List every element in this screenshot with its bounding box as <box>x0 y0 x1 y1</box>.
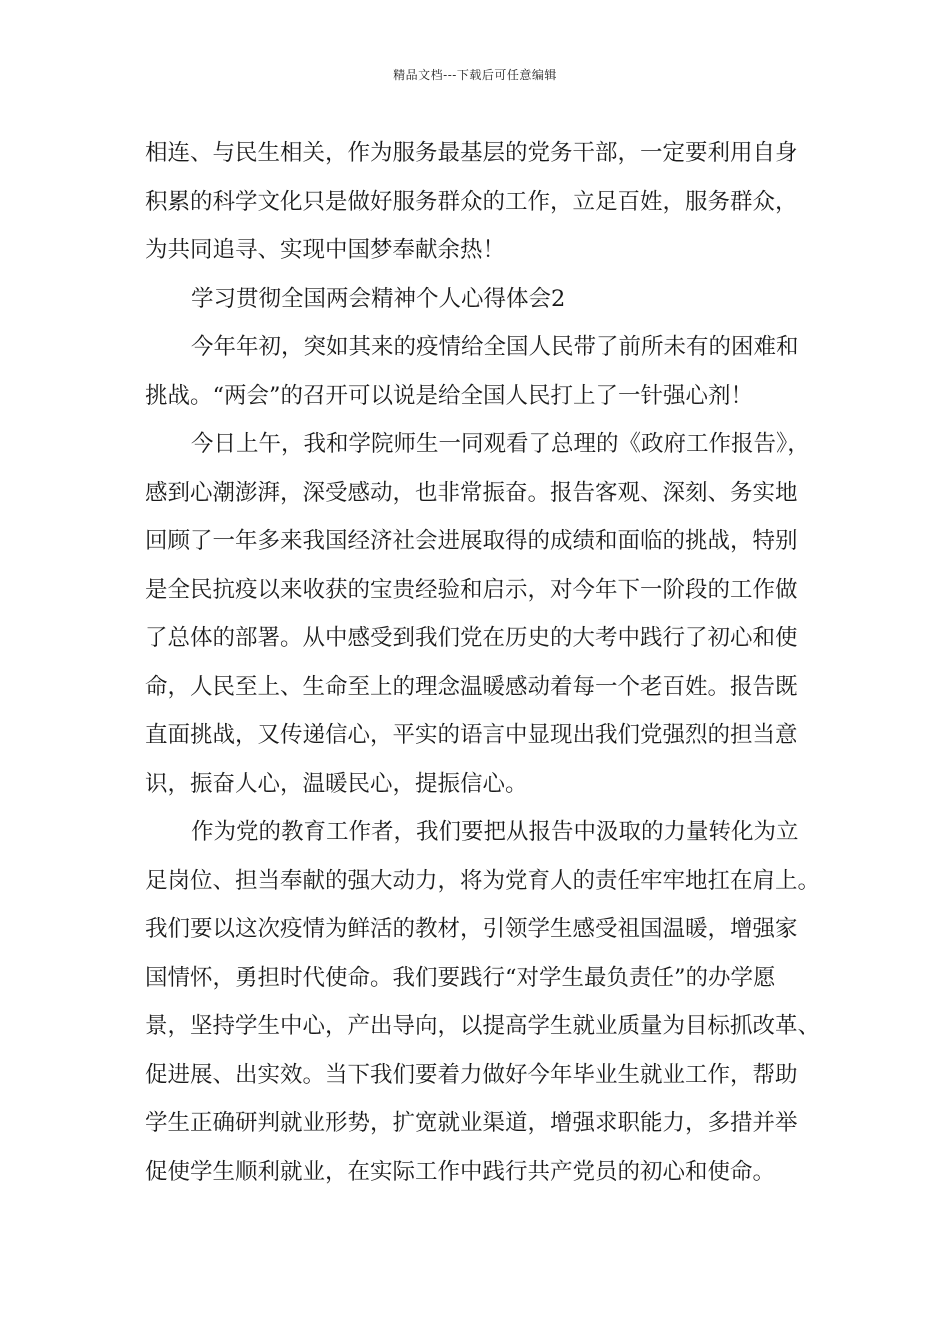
page-header: 精品文档---下载后可任意编辑 <box>393 68 557 82</box>
text-line: 景，坚持学生中心，产出导向，以提高学生就业质量为目标抓改革、 <box>145 1013 821 1039</box>
text-line: 了总体的部署。从中感受到我们党在历史的大考中践行了初心和使 <box>145 625 798 651</box>
text-line: 今日上午，我和学院师生一同观看了总理的《政府工作报告》， <box>191 431 810 457</box>
section-heading: 学习贯彻全国两会精神个人心得体会2 <box>191 285 566 312</box>
text-line: 是全民抗疫以来收获的宝贵经验和启示，对今年下一阶段的工作做 <box>145 576 798 603</box>
text-line: 挑战。“两会”的召开可以说是给全国人民打上了一针强心剂！ <box>145 382 754 409</box>
text-line: 促进展、出实效。当下我们要着力做好今年毕业生就业工作，帮助 <box>145 1061 798 1088</box>
text-line: 感到心潮澎湃，深受感动，也非常振奋。报告客观、深刻、务实地 <box>145 479 798 506</box>
text-line: 为共同追寻、实现中国梦奉献余热！ <box>145 237 506 263</box>
text-line: 命，人民至上、生命至上的理念温暖感动着每一个老百姓。报告既 <box>145 673 798 700</box>
text-line: 直面挑战，又传递信心，平实的语言中显现出我们党强烈的担当意 <box>145 722 798 748</box>
text-line: 积累的科学文化只是做好服务群众的工作，立足百姓，服务群众， <box>145 188 798 215</box>
text-line: 国情怀，勇担时代使命。我们要践行“对学生最负责任”的办学愿 <box>145 964 776 991</box>
document-body <box>145 129 821 1196</box>
text-line: 足岗位、担当奉献的强大动力，将为党育人的责任牢牢地扛在肩上。 <box>145 867 821 894</box>
text-line: 相连、与民生相关，作为服务最基层的党务干部，一定要利用自身 <box>145 140 798 166</box>
text-line: 学生正确研判就业形势，扩宽就业渠道，增强求职能力，多措并举 <box>145 1110 798 1136</box>
text-line: 促使学生顺利就业，在实际工作中践行共产党员的初心和使命。 <box>145 1158 776 1185</box>
text-line: 回顾了一年多来我国经济社会进展取得的成绩和面临的挑战，特别 <box>145 528 798 554</box>
text-line: 识，振奋人心，温暖民心，提振信心。 <box>145 770 528 797</box>
text-line: 作为党的教育工作者，我们要把从报告中汲取的力量转化为立 <box>191 819 799 845</box>
text-line: 我们要以这次疫情为鲜活的教材，引领学生感受祖国温暖，增强家 <box>145 916 798 942</box>
text-line: 今年年初，突如其来的疫情给全国人民带了前所未有的困难和 <box>191 334 799 360</box>
